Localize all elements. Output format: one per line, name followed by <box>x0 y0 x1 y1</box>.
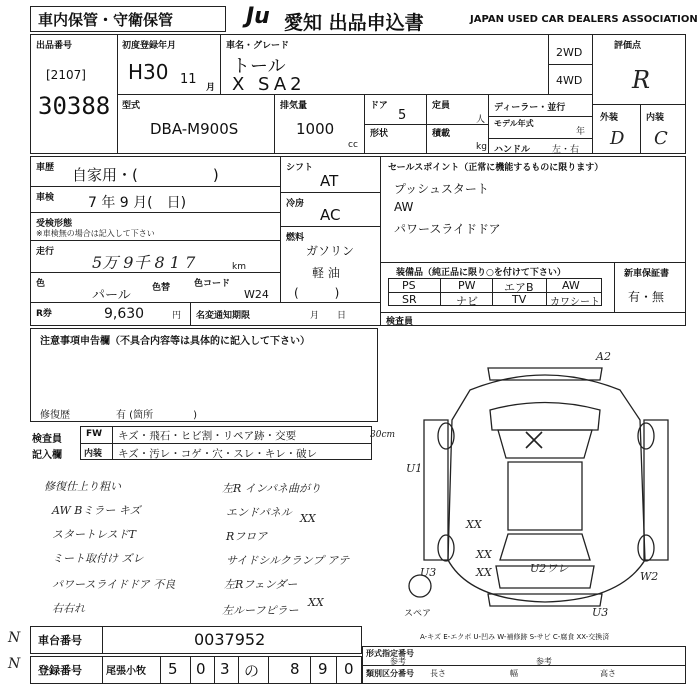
diag-xx-1: XX <box>466 518 482 531</box>
warranty-value: 有・無 <box>628 290 665 304</box>
rear-bumper <box>488 594 602 606</box>
diag-u2: U2ワレ <box>530 562 569 575</box>
note-left-4: ミート取付け ズレ <box>52 552 144 565</box>
inspector-label-mid: 検査員 <box>386 317 414 327</box>
note-xx-1: XX <box>300 512 316 525</box>
note-right-5: 左Rフェンダー <box>224 578 298 591</box>
load-unit: kg <box>476 142 487 152</box>
margin-mark-1: N <box>8 630 21 646</box>
lot-label: 出品番号 <box>36 41 73 51</box>
equip-sr: SR <box>402 293 417 306</box>
model-year-unit: 年 <box>576 127 586 137</box>
reg-label: 初度登録年月 <box>122 41 177 51</box>
equip-navi: ナビ <box>456 295 478 308</box>
sales-label: セールスポイント（正常に機能するものに限ります） <box>388 163 604 173</box>
note-right-2: エンドパネル <box>226 506 292 519</box>
form-title: 愛知 出品申込書 <box>284 12 424 34</box>
front-bumper <box>488 368 602 380</box>
handle-label: ハンドル <box>494 145 531 155</box>
chassis-label: 車台番号 <box>38 634 82 647</box>
equip-seat: カワシート <box>550 297 600 308</box>
drive-2wd: 2WD <box>556 46 583 59</box>
exterior-value: D <box>610 128 625 149</box>
note-left-1: 修復仕上り粗い <box>44 480 121 493</box>
inspection-label: 車検 <box>36 193 55 203</box>
width-label: 幅 <box>510 669 518 678</box>
plate-char-5: 8 <box>290 660 300 678</box>
history-value: 自家用・( ) <box>72 166 219 184</box>
note-left-6: 右右れ <box>52 602 85 615</box>
height-label: 高さ <box>600 669 616 678</box>
doors-value: 5 <box>398 108 407 123</box>
note-right-6: 左ルーフピラー <box>222 604 299 617</box>
warranty-label: 新車保証書 <box>624 269 670 279</box>
disp-value: 1000 <box>296 120 335 138</box>
sales-point-2: AW <box>394 200 414 214</box>
reg-month: 11 <box>180 72 197 87</box>
repair-label: 修復歴 <box>40 410 70 421</box>
lot-sub: [2107] <box>46 68 86 82</box>
length-label: 長さ <box>430 669 446 678</box>
capacity-label: 定員 <box>432 101 451 111</box>
exterior-label: 外装 <box>600 113 619 123</box>
plate-char-4: の <box>244 662 260 680</box>
plate-char-3: 3 <box>220 660 230 678</box>
mileage-value: 5万 9千 8 1 7 <box>92 253 196 272</box>
dealer-label: ディーラー・並行 <box>494 103 566 113</box>
eval-value: R <box>632 66 651 94</box>
equip-ps: PS <box>402 279 416 292</box>
car-hood <box>490 403 600 431</box>
fuel-value-2: 軽 油 <box>312 266 340 280</box>
check-entry-label: 記入欄 <box>32 450 62 461</box>
reg-number-label: 登録番号 <box>38 664 82 677</box>
fuel-label: 燃料 <box>286 233 305 243</box>
color-code-value: W24 <box>244 288 269 301</box>
plate-char-2: 0 <box>196 660 206 678</box>
color-change-label: 色替 <box>152 283 171 293</box>
fw-label: FW <box>86 429 103 439</box>
diag-u3-left: U3 <box>420 566 437 579</box>
diag-w2: W2 <box>640 570 659 583</box>
load-label: 積載 <box>432 129 451 139</box>
note-right-3: Rフロア <box>226 530 268 543</box>
plate-char-7: 0 <box>344 660 354 678</box>
rear-left-wheel <box>438 535 454 561</box>
equip-aw: AW <box>562 279 580 292</box>
equip-label: 装備品（純正品に限り○を付けて下さい） <box>396 268 566 278</box>
association-name: JAPAN USED CAR DEALERS ASSOCIATION <box>470 14 698 25</box>
interior-label: 内装 <box>646 113 665 123</box>
check-inspector-label: 検査員 <box>32 434 62 445</box>
receive-label: 受検形態 <box>36 219 73 229</box>
name-change-value: 月 日 <box>310 311 347 321</box>
class-number-label: 類別区分番号 <box>366 669 414 678</box>
color-code-label: 色コード <box>194 279 231 289</box>
disp-unit: cc <box>348 140 358 150</box>
storage-tag-text: 車内保管・守衛保管 <box>38 11 174 29</box>
fuel-value-3: ( ) <box>294 286 340 300</box>
note-right-1: 左R インパネ曲がり <box>222 482 322 495</box>
car-roof <box>508 462 582 530</box>
rear-right-wheel <box>638 535 654 561</box>
right-side-panel <box>644 420 668 560</box>
diag-u1: U1 <box>406 462 423 475</box>
spare-label: スペア <box>404 609 432 619</box>
color-label: 色 <box>36 279 46 289</box>
receive-note: ※車検無の場合は記入して下さい <box>36 229 155 238</box>
plate-char-6: 9 <box>318 660 328 678</box>
eval-label: 評価点 <box>614 41 642 51</box>
ju-logo-icon: Ju <box>246 4 270 29</box>
diag-u3-bottom: U3 <box>592 606 609 619</box>
reg-year: H30 <box>128 60 169 84</box>
repair-value: 有 (箇所 ) <box>116 410 197 421</box>
recycle-unit: 円 <box>172 311 182 321</box>
lot-number: 30388 <box>38 92 111 120</box>
shift-label: シフト <box>286 163 314 173</box>
handle-options: 左・右 <box>552 145 580 155</box>
plate-char-1: 5 <box>168 660 178 678</box>
inspection-value: 7 年 9 月( 日) <box>88 195 187 211</box>
equip-tv: TV <box>512 293 527 306</box>
damage-legend: A-キズ E-エクボ U-凹み W-補修跡 S-サビ C-腐食 XX-交換済 <box>420 633 610 641</box>
recycle-value: 9,630 <box>104 306 145 322</box>
drive-4wd: 4WD <box>556 74 583 87</box>
mileage-label: 走行 <box>36 247 55 257</box>
name-change-label: 名変通知期限 <box>196 311 251 321</box>
diag-xx-3: XX <box>476 566 492 579</box>
left-side-panel <box>424 420 448 560</box>
car-rear-glass <box>500 534 590 560</box>
equip-pw: PW <box>458 279 476 292</box>
note-right-4: サイドシルクランプ アテ <box>226 554 350 567</box>
model-value: DBA-M900S <box>150 120 239 138</box>
form-number-label: 形式指定番号 <box>366 649 414 658</box>
diag-a2: A2 <box>596 350 611 363</box>
plate-region: 尾張小牧 <box>106 666 146 677</box>
name-label: 車名・グレード <box>226 41 290 51</box>
note-xx-2: XX <box>308 596 324 609</box>
sales-point-1: プッシュスタート <box>394 182 489 196</box>
notes-title: 注意事項申告欄（不具合内容等は具体的に記入して下さい） <box>40 336 310 347</box>
chassis-value: 0037952 <box>194 630 266 649</box>
mileage-unit: km <box>232 262 246 272</box>
ref-label-2: 参考 <box>536 657 552 666</box>
note-left-5: パワースライドドア 不良 <box>52 578 176 591</box>
ref-label-1: 参考 <box>390 657 406 666</box>
note-left-3: スタートレスドT <box>52 528 137 541</box>
capacity-unit: 人 <box>476 115 486 125</box>
model-label: 型式 <box>122 101 141 111</box>
fw-items: キズ・飛石・ヒビ割・リペア跡・交要 <box>118 430 297 442</box>
car-name: トール <box>232 56 286 77</box>
model-year-label: モデル年式 <box>494 119 534 128</box>
inside-items: キズ・汚レ・コゲ・穴・スレ・キレ・破レ <box>118 448 318 460</box>
note-left-2: AW Bミラー キズ <box>52 504 141 517</box>
ac-value: AC <box>320 206 341 224</box>
car-windshield <box>498 430 592 458</box>
fw-note: 30cm <box>370 430 396 440</box>
shift-value: AT <box>320 172 339 190</box>
inside-label: 内装 <box>84 449 103 459</box>
reg-month-unit: 月 <box>206 83 216 93</box>
sales-point-3: パワースライドドア <box>394 222 501 236</box>
car-grade: X SA2 <box>232 74 306 95</box>
shape-label: 形状 <box>370 129 389 139</box>
diag-xx-2: XX <box>476 548 492 561</box>
fuel-value-1: ガソリン <box>306 244 355 258</box>
ac-label: 冷房 <box>286 199 305 209</box>
history-label: 車歴 <box>36 163 55 173</box>
recycle-label: R券 <box>36 309 52 319</box>
equip-airbag: エアB <box>504 281 534 294</box>
color-value: パール <box>92 288 131 303</box>
margin-mark-2: N <box>8 656 21 672</box>
interior-value: C <box>654 128 668 149</box>
disp-label: 排気量 <box>280 101 308 111</box>
doors-label: ドア <box>370 101 388 111</box>
